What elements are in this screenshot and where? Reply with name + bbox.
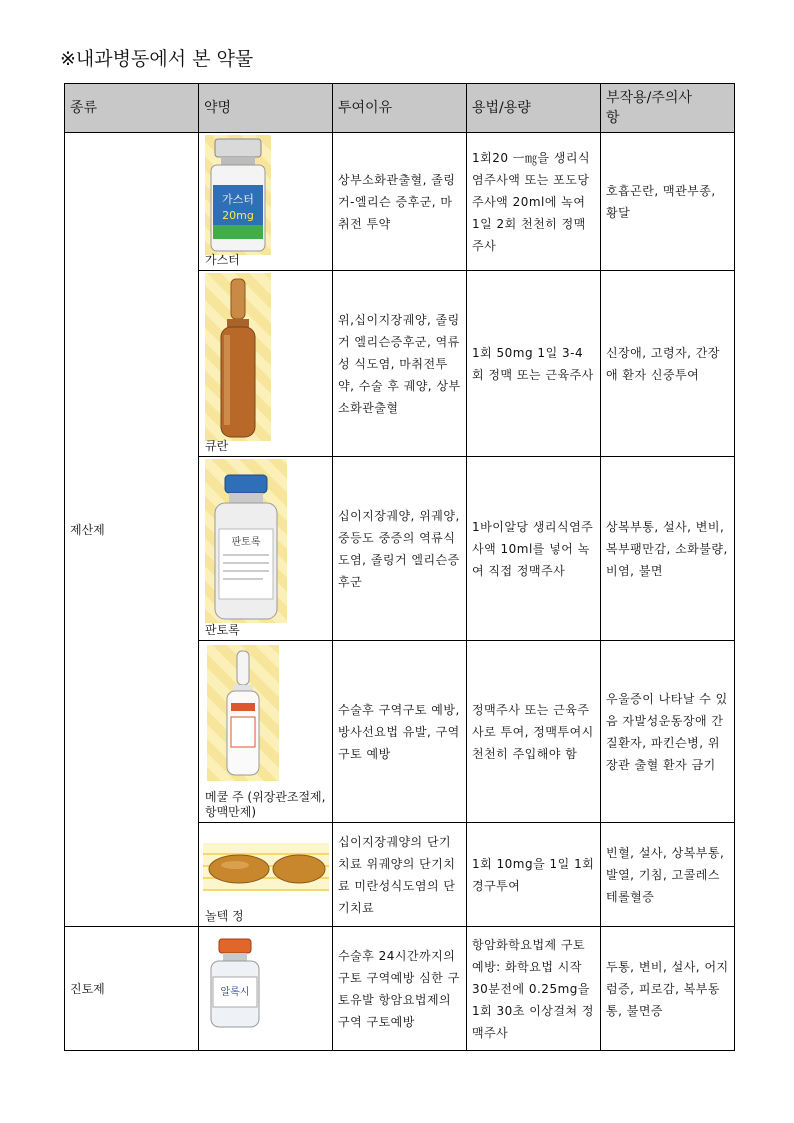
drug-reason: 수술후 24시간까지의 구토 구역예방 심한 구토유발 항암요법제의 구역 구토예방 [333,927,467,1051]
drug-name: 큐란 [205,439,229,453]
drug-side-effects: 신장애, 고령자, 간장애 환자 신중투여 [601,271,735,457]
vial-dose-text: 20mg [222,209,254,222]
drug-side-effects: 두통, 변비, 설사, 어지럼증, 피로감, 복부동통, 불면증 [601,927,735,1051]
header-side-effects-line1: 부작용/주의사 [606,90,692,106]
drug-dosage: 1회20 ㅡ㎎을 생리식염주사액 또는 포도당주사액 20ml에 녹여 1일 2회 천천히 정맥주사 [467,133,601,271]
drug-reason: 십이지장궤양의 단기치료 위궤양의 단기치료 미란성식도염의 단기치료 [333,823,467,927]
drug-dosage: 항암화학요법제 구토예방: 화학요법 시작 30분전에 0.25mg을 1회 30초 이상걸쳐 정맥주사 [467,927,601,1051]
drug-side-effects: 빈혈, 설사, 상복부통, 발열, 기침, 고콜레스테롤혈증 [601,823,735,927]
category-antiemetic: 진토제 [65,927,199,1051]
drug-dosage: 정맥주사 또는 근육주사로 투여, 정맥투여시 천천히 주입해야 함 [467,641,601,823]
header-reason: 투여이유 [333,84,467,133]
drug-dosage: 1회 50mg 1일 3-4회 정맥 또는 근육주사 [467,271,601,457]
drug-dosage: 1회 10mg을 1일 1회 경구투여 [467,823,601,927]
drug-image-cell [199,457,333,641]
drug-dosage: 1바이알당 생리식염주사액 10ml를 넣어 녹여 직접 정맥주사 [467,457,601,641]
drug-reason: 십이지장궤양, 위궤양, 중등도 중증의 역류식도염, 졸링거 엘리슨증후군 [333,457,467,641]
gaster-vial-image [205,135,271,255]
vial-label-text: 판토록 [231,537,261,548]
table-row [65,133,735,271]
page-title: ※내과병동에서 본 약물 [60,48,254,70]
drug-image-cell [199,641,333,823]
tablet-icon [203,843,329,891]
vial-label-text: 가스터 [222,193,254,206]
drug-side-effects: 상복부통, 설사, 변비, 복부팽만감, 소화불량, 비염, 불면 [601,457,735,641]
vial-label-text: 알록시 [220,987,250,998]
ampoule-icon [207,645,279,781]
header-side-effects [601,84,735,133]
vial-icon [205,937,265,1029]
drug-reason: 상부소화관출혈, 졸링거-엘리슨 증후군, 마취전 투약 [333,133,467,271]
mecool-ampoule-image [207,645,279,781]
curan-ampoule-image [205,273,271,441]
drug-name: 놀텍 정 [205,909,244,923]
category-antacid: 제산제 [65,133,199,927]
header-name: 약명 [199,84,333,133]
pantoloc-vial-image [205,459,287,623]
ampoule-icon [205,273,271,441]
drug-table [64,83,735,1051]
drug-image-cell [199,927,333,1051]
table-row [65,927,735,1051]
drug-side-effects: 우울증이 나타날 수 있음 자발성운동장애 간질환자, 파킨슨병, 위장관 출혈 환자 금기 [601,641,735,823]
drug-image-cell [199,823,333,927]
drug-image-cell [199,271,333,457]
drug-reason: 위,십이지장궤양, 졸링거 엘리슨증후군, 역류성 식도염, 마취전투약, 수술 후 궤양, 상부소화관출혈 [333,271,467,457]
table-header-row [65,84,735,133]
drug-reason: 수술후 구역구토 예방, 방사선요법 유발, 구역구토 예방 [333,641,467,823]
aloxi-vial-image [205,937,265,1029]
drug-side-effects: 호흡곤란, 맥관부종, 황달 [601,133,735,271]
drug-name: 가스터 [205,253,240,267]
header-dosage: 용법/용량 [467,84,601,133]
drug-name: 메쿨 주 (위장관조절제, 항맥만제) [205,790,326,819]
noltec-tablet-image [203,843,329,891]
header-type: 종류 [65,84,199,133]
vial-icon [205,135,271,255]
drug-name: 판토록 [205,623,240,637]
header-side-effects-line2: 항 [606,110,620,126]
drug-image-cell [199,133,333,271]
vial-icon [205,459,287,623]
